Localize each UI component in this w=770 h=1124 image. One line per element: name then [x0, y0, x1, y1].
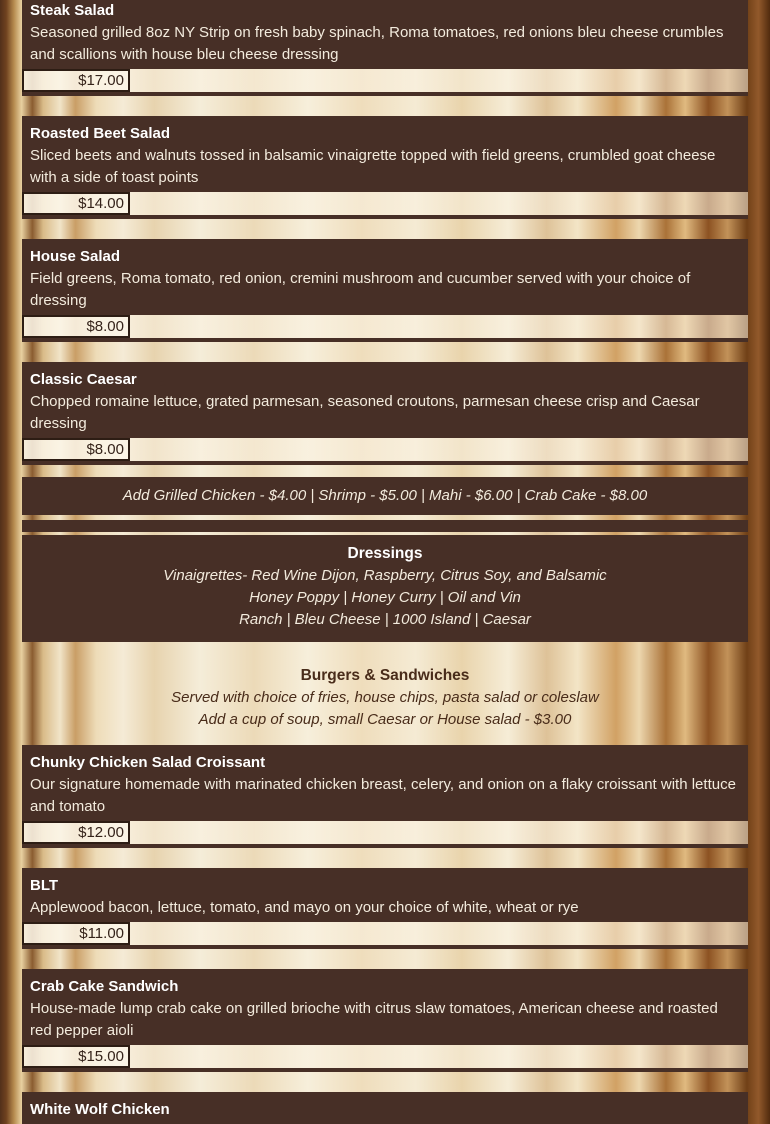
menu-item-classic-caesar [22, 362, 748, 465]
item-name: Chunky Chicken Salad Croissant [30, 754, 266, 771]
menu-item-white-wolf-chicken [22, 1092, 748, 1124]
section-title: Burgers & Sandwiches [300, 667, 470, 684]
item-price: $8.00 [22, 438, 130, 461]
menu-item-house-salad [22, 239, 748, 342]
item-name: House Salad [30, 248, 121, 265]
item-price: $11.00 [22, 922, 130, 945]
menu-item-body [22, 239, 748, 315]
menu-item-crab-cake-sandwich [22, 969, 748, 1072]
item-name: White Wolf Chicken [30, 1101, 170, 1118]
menu-item-body [22, 745, 748, 821]
item-price: $17.00 [22, 69, 130, 92]
item-description: House-made lump crab cake on grilled brioche with citrus slaw tomatoes, American cheese and roasted red pepper aioli [30, 1000, 718, 1039]
divider-strip [22, 520, 748, 532]
section-note-addon: Add a cup of soup, small Caesar or House salad - $3.00 [198, 711, 572, 728]
item-name: Roasted Beet Salad [30, 125, 171, 142]
item-name: Steak Salad [30, 2, 115, 19]
item-description: Sliced beets and walnuts tossed in balsamic vinaigrette topped with field greens, crumbled goat cheese with a side of toast points [30, 147, 716, 186]
dressings-line-house: Honey Poppy | Honey Curry | Oil and Vin [249, 589, 521, 606]
section-header-burgers-sandwiches [22, 662, 748, 731]
dressings-line-classic: Ranch | Bleu Cheese | 1000 Island | Caesar [239, 611, 531, 628]
dressings-line-vinaigrettes: Vinaigrettes- Red Wine Dijon, Raspberry, Citrus Soy, and Balsamic [163, 567, 607, 584]
item-price: $14.00 [22, 192, 130, 215]
section-note-sides: Served with choice of fries, house chips, pasta salad or coleslaw [171, 689, 599, 706]
item-description: Field greens, Roma tomato, red onion, cremini mushroom and cucumber served with your choice of dressing [30, 270, 691, 309]
price-row [22, 69, 748, 92]
menu-item-blt [22, 868, 748, 949]
dressings-card [22, 535, 748, 642]
item-description: Applewood bacon, lettuce, tomato, and mayo on your choice of white, wheat or rye [30, 899, 579, 916]
price-row [22, 438, 748, 461]
menu-item-body [22, 362, 748, 438]
price-row [22, 922, 748, 945]
addons-text: Add Grilled Chicken - $4.00 | Shrimp - $5.00 | Mahi - $6.00 | Crab Cake - $8.00 [122, 487, 648, 504]
menu-item-body [22, 1092, 748, 1124]
menu-item-roasted-beet-salad [22, 116, 748, 219]
dressings-title: Dressings [347, 545, 423, 562]
item-price: $8.00 [22, 315, 130, 338]
price-row [22, 1045, 748, 1068]
price-row [22, 821, 748, 844]
item-price: $15.00 [22, 1045, 130, 1068]
price-row [22, 192, 748, 215]
menu-item-chunky-chicken-salad-croissant [22, 745, 748, 848]
item-description: Chopped romaine lettuce, grated parmesan, seasoned croutons, parmesan cheese crisp and Caesar dressing [30, 393, 700, 432]
item-name: Crab Cake Sandwich [30, 978, 179, 995]
item-name: Classic Caesar [30, 371, 137, 388]
item-name: BLT [30, 877, 59, 894]
menu-item-steak-salad [22, 0, 748, 96]
menu-item-body [22, 0, 748, 69]
item-price: $12.00 [22, 821, 130, 844]
menu-item-body [22, 969, 748, 1045]
item-description: Seasoned grilled 8oz NY Strip on fresh baby spinach, Roma tomatoes, red onions bleu cheese crumbles and scallions with house bleu cheese dressing [30, 24, 724, 63]
menu-item-body [22, 868, 748, 922]
menu-item-body [22, 116, 748, 192]
item-description: Our signature homemade with marinated chicken breast, celery, and onion on a flaky croissant with lettuce and tomato [30, 776, 736, 815]
price-row [22, 315, 748, 338]
protein-addons-banner [22, 477, 748, 515]
